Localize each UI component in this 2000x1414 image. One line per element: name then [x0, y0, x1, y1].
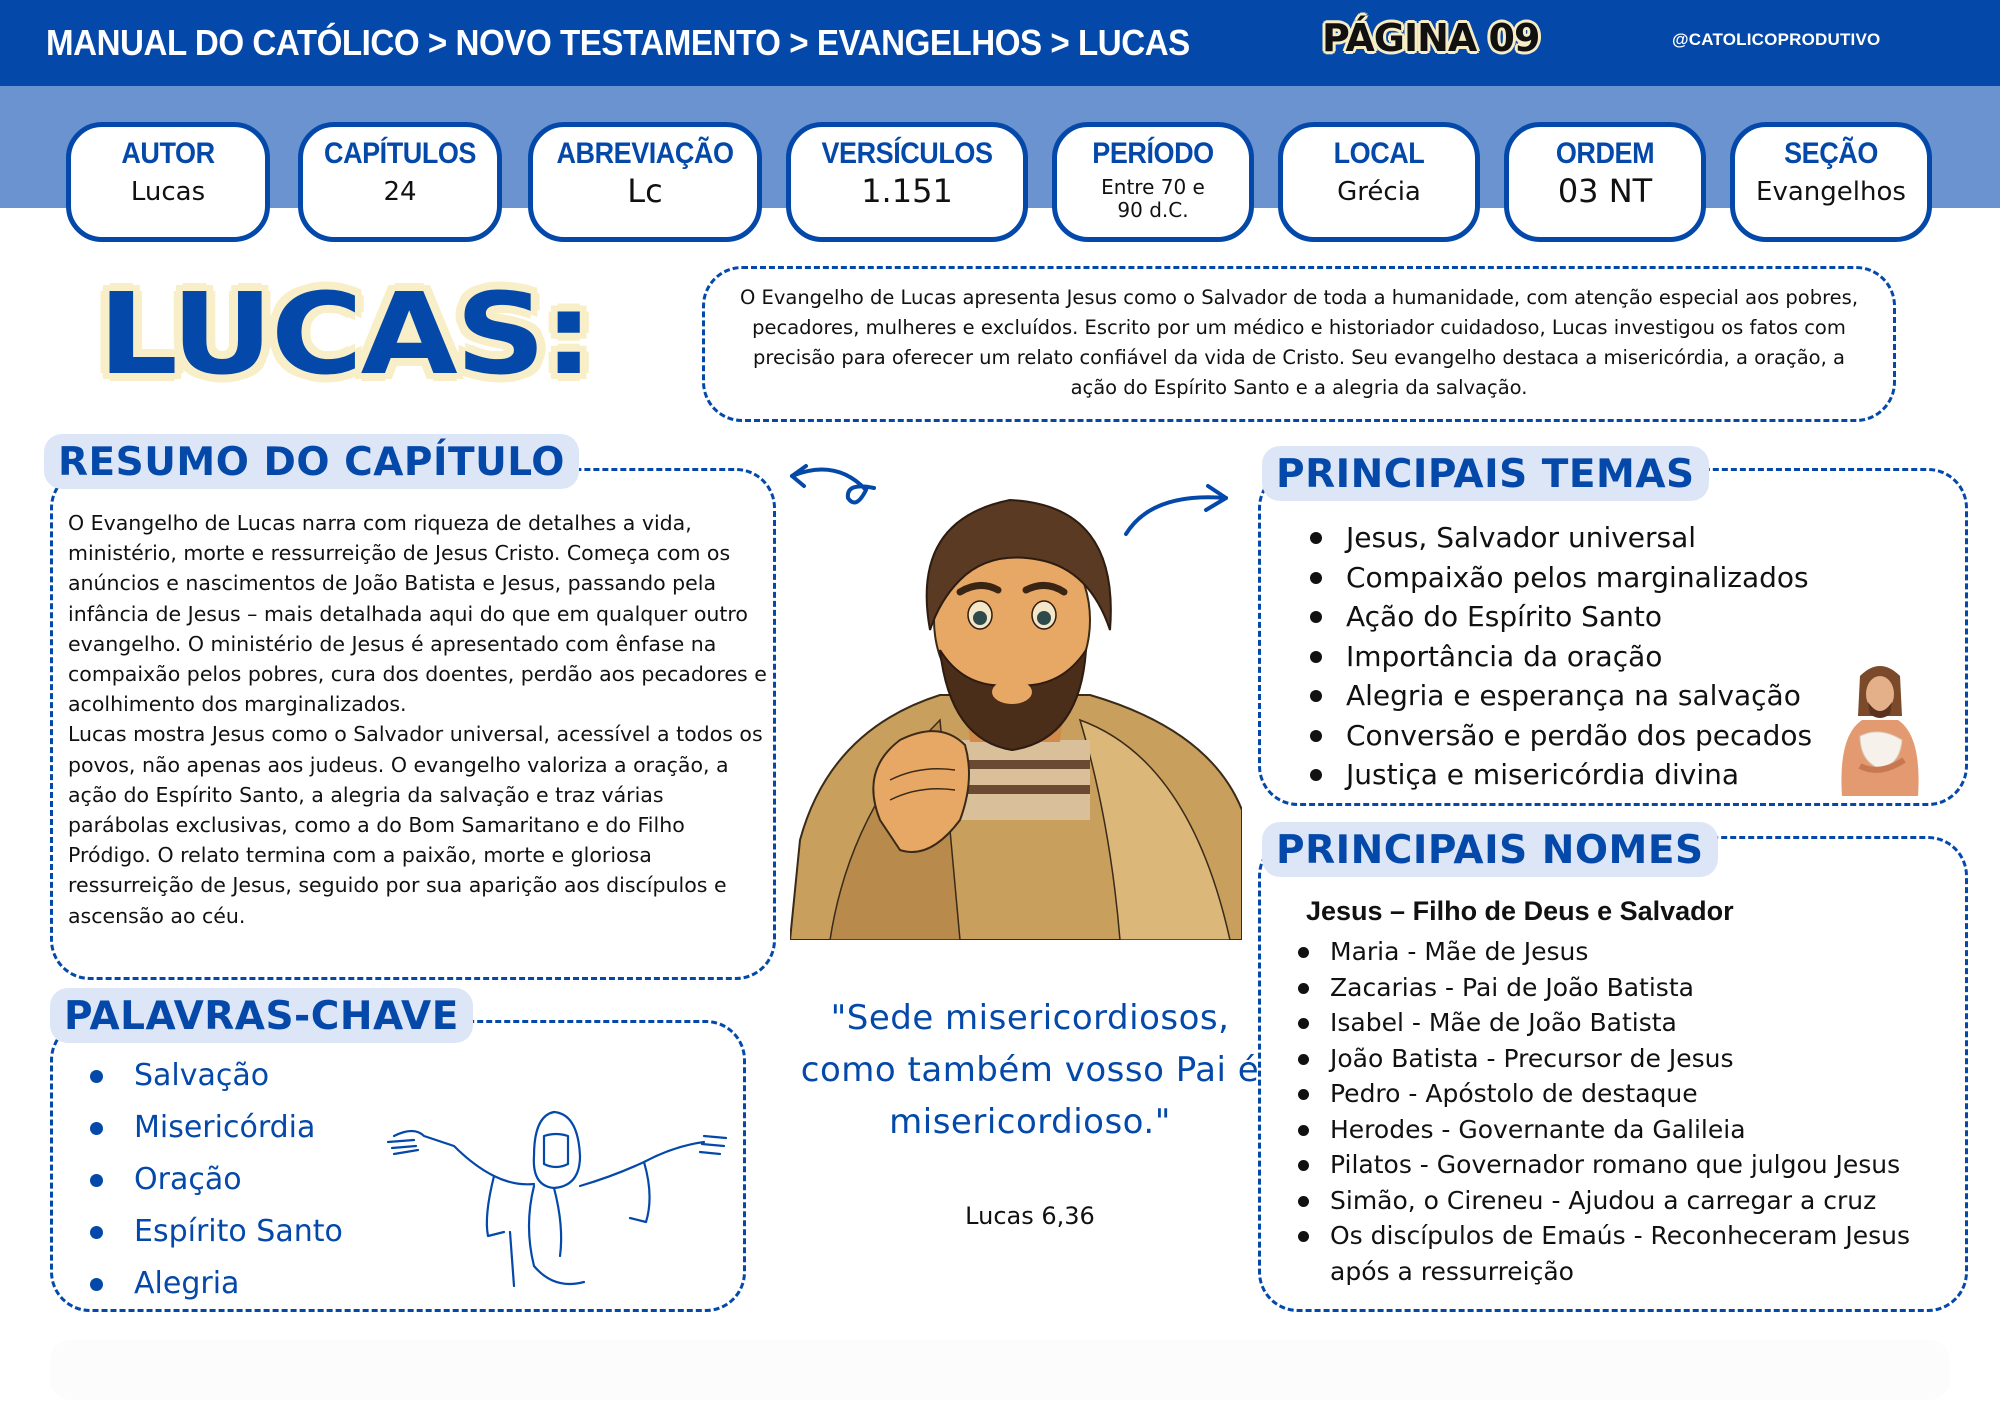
list-item: Justiça e misericórdia divina: [1306, 755, 1812, 795]
social-handle: @CATOLICOPRODUTIVO: [1672, 30, 1881, 49]
bullet-icon: [1298, 1089, 1309, 1100]
info-card-capitulos: [298, 122, 502, 242]
info-card-periodo: [1052, 122, 1254, 242]
info-card-autor: [66, 122, 270, 242]
names-list: [1296, 934, 1936, 1289]
summary-paragraph-2: Lucas mostra Jesus como o Salvador universal, acessível a todos os povos, não apenas aos judeus. O evangelho valoriza a oração, a ação do Espírito Santo, a alegria da salvação e traz várias parábolas exclusivas, como a do Bom Samaritano e do Filho Pródigo. O relato termina com a paixão, morte e gloriosa ressurreição de Jesus, seguido por sua aparição aos discípulos e ascensão ao céu.: [68, 722, 763, 928]
card-label: VERSÍCULOS: [821, 137, 993, 170]
praying-jesus-illustration: [790, 480, 1242, 940]
list-item: Importância da oração: [1306, 637, 1812, 677]
keywords-list: [86, 1050, 343, 1310]
header-bar: [0, 0, 2000, 86]
card-label: ORDEM: [1555, 137, 1655, 170]
card-value: 03 NT: [1557, 172, 1653, 210]
card-label: LOCAL: [1333, 137, 1425, 170]
card-value: Evangelhos: [1756, 177, 1906, 207]
bullet-icon: [1310, 572, 1322, 584]
bullet-icon: [1298, 983, 1309, 994]
bullet-icon: [1298, 1231, 1309, 1242]
bullet-icon: [1298, 1125, 1309, 1136]
list-item: Maria - Mãe de Jesus: [1296, 934, 1936, 970]
jesus-line-art-illustration: [384, 1106, 730, 1290]
bullet-icon: [90, 1226, 103, 1239]
bullet-icon: [1298, 1018, 1309, 1029]
bullet-icon: [1310, 769, 1322, 781]
list-item: Salvação: [86, 1050, 343, 1102]
list-item: Oração: [86, 1154, 343, 1206]
list-item: Simão, o Cireneu - Ajudou a carregar a cruz: [1296, 1183, 1936, 1219]
bullet-icon: [1310, 690, 1322, 702]
card-value: 24: [383, 177, 417, 207]
card-label: SEÇÃO: [1784, 137, 1878, 170]
card-value-line2: 90 d.C.: [1117, 198, 1189, 222]
bullet-icon: [1298, 947, 1309, 958]
list-item: Isabel - Mãe de João Batista: [1296, 1005, 1936, 1041]
themes-heading: PRINCIPAIS TEMAS: [1262, 446, 1709, 501]
list-item: Zacarias - Pai de João Batista: [1296, 970, 1936, 1006]
card-label: CAPÍTULOS: [324, 137, 476, 170]
breadcrumb: MANUAL DO CATÓLICO > NOVO TESTAMENTO > EVANGELHOS > LUCAS: [46, 22, 1190, 63]
card-label: AUTOR: [121, 137, 215, 170]
bullet-icon: [1310, 651, 1322, 663]
card-value: Grécia: [1337, 177, 1421, 207]
list-item: Jesus, Salvador universal: [1306, 518, 1812, 558]
footer-area: [50, 1340, 1950, 1400]
bullet-icon: [90, 1278, 103, 1291]
bullet-icon: [1310, 611, 1322, 623]
info-card-secao: [1730, 122, 1932, 242]
list-item: Pilatos - Governador romano que julgou Jesus: [1296, 1147, 1936, 1183]
bible-quote: "Sede misericordiosos, como também vosso Pai é misericordioso.": [800, 998, 1260, 1142]
curly-arrow-left-icon: [786, 460, 886, 520]
list-item: Misericórdia: [86, 1102, 343, 1154]
summary-text: [68, 508, 768, 931]
names-lead: Jesus – Filho de Deus e Salvador: [1306, 896, 1734, 926]
info-card-ordem: [1504, 122, 1706, 242]
book-title: LUCAS:: [98, 270, 592, 400]
themes-list: [1306, 518, 1812, 795]
list-item: Alegria e esperança na salvação: [1306, 676, 1812, 716]
list-item: Alegria: [86, 1258, 343, 1310]
card-label: ABREVIAÇÃO: [556, 137, 734, 170]
bullet-icon: [90, 1174, 103, 1187]
info-card-versiculos: [786, 122, 1028, 242]
card-value-line1: Entre 70 e: [1101, 175, 1205, 199]
list-item: Espírito Santo: [86, 1206, 343, 1258]
names-heading: PRINCIPAIS NOMES: [1262, 822, 1718, 877]
intro-box: [702, 266, 1896, 422]
summary-paragraph-1: O Evangelho de Lucas narra com riqueza de detalhes a vida, ministério, morte e ressurreição de Jesus Cristo. Começa com os anúncios e nascimentos de João Batista e Jesus, passando pela infância de Jesus – mais detalhada aqui do que em qualquer outro evangelho. O ministério de Jesus é apresentado com ênfase na compaixão pelos pobres, cura dos doentes, perdão aos pecadores e acolhimento dos marginalizados.: [68, 511, 767, 717]
card-value: Lucas: [130, 177, 206, 207]
list-item: Pedro - Apóstolo de destaque: [1296, 1076, 1936, 1112]
list-item: Conversão e perdão dos pecados: [1306, 716, 1812, 756]
bullet-icon: [1310, 532, 1322, 544]
bullet-icon: [1298, 1054, 1309, 1065]
quote-reference: Lucas 6,36: [965, 1202, 1095, 1230]
card-value: 1.151: [861, 172, 953, 210]
bullet-icon: [90, 1070, 103, 1083]
bullet-icon: [1298, 1196, 1309, 1207]
curved-arrow-right-icon: [1122, 482, 1232, 542]
good-shepherd-illustration: [1830, 656, 1930, 796]
card-label: PERÍODO: [1092, 137, 1214, 170]
list-item: Compaixão pelos marginalizados: [1306, 558, 1812, 598]
list-item: Os discípulos de Emaús - Reconheceram Jesus após a ressurreição: [1296, 1218, 1936, 1289]
card-value: Lc: [627, 172, 663, 210]
list-item: Herodes - Governante da Galileia: [1296, 1112, 1936, 1148]
summary-heading: RESUMO DO CAPÍTULO: [44, 434, 579, 489]
bullet-icon: [1310, 730, 1322, 742]
intro-text: O Evangelho de Lucas apresenta Jesus como o Salvador de toda a humanidade, com atenção especial aos pobres, pecadores, mulheres e excluídos. Escrito por um médico e historiador cuidadoso, Lucas investigou os fatos com precisão para oferecer um relato confiável da vida de Cristo. Seu evangelho destaca a misericórdia, a oração, a ação do Espírito Santo e a alegria da salvação.: [739, 286, 1859, 399]
info-card-local: [1278, 122, 1480, 242]
keywords-heading: PALAVRAS-CHAVE: [50, 988, 473, 1043]
bullet-icon: [1298, 1160, 1309, 1171]
bullet-icon: [90, 1122, 103, 1135]
info-card-abreviacao: [528, 122, 762, 242]
list-item: Ação do Espírito Santo: [1306, 597, 1812, 637]
page-number-badge: PÁGINA 09: [1322, 16, 1540, 60]
list-item: João Batista - Precursor de Jesus: [1296, 1041, 1936, 1077]
